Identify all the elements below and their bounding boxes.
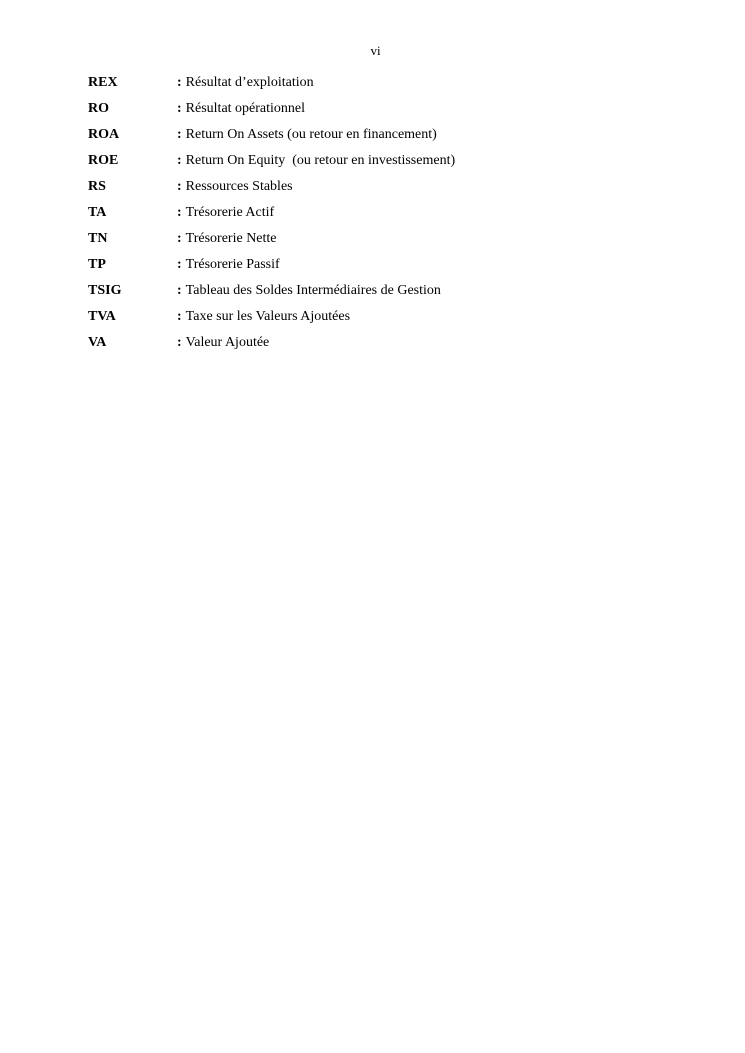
abbreviation: RS bbox=[88, 179, 106, 194]
separator: : bbox=[177, 179, 182, 194]
separator: : bbox=[177, 205, 182, 220]
separator: : bbox=[177, 127, 182, 142]
abbreviation: TN bbox=[88, 231, 108, 246]
definition: Return On Assets (ou retour en financement) bbox=[185, 127, 437, 142]
abbreviation: VA bbox=[88, 335, 107, 350]
abbreviation: TA bbox=[88, 205, 107, 220]
separator: : bbox=[177, 231, 182, 246]
separator: : bbox=[177, 101, 182, 116]
abbreviation: REX bbox=[88, 75, 118, 90]
definition: Tableau des Soldes Intermédiaires de Gestion bbox=[185, 283, 441, 298]
abbreviation-list bbox=[88, 75, 688, 361]
separator: : bbox=[177, 75, 182, 90]
abbreviation-entry bbox=[88, 309, 688, 335]
separator: : bbox=[177, 153, 182, 168]
definition: Trésorerie Nette bbox=[185, 231, 277, 246]
definition: Trésorerie Actif bbox=[185, 205, 275, 220]
abbreviation: ROA bbox=[88, 127, 120, 142]
abbreviation-entry bbox=[88, 335, 688, 361]
abbreviation: ROE bbox=[88, 153, 119, 168]
abbreviation-entry bbox=[88, 127, 688, 153]
separator: : bbox=[177, 283, 182, 298]
definition: Taxe sur les Valeurs Ajoutées bbox=[185, 309, 351, 324]
definition: Résultat opérationnel bbox=[185, 101, 306, 116]
abbreviation-entry bbox=[88, 231, 688, 257]
abbreviation: TP bbox=[88, 257, 106, 272]
definition: Return On Equity (ou retour en investissement) bbox=[185, 153, 456, 168]
definition: Trésorerie Passif bbox=[185, 257, 280, 272]
abbreviation: RO bbox=[88, 101, 109, 116]
definition: Ressources Stables bbox=[185, 179, 293, 194]
definition: Résultat d’exploitation bbox=[185, 75, 314, 90]
page-number: vi bbox=[370, 43, 381, 58]
abbreviation-entry bbox=[88, 101, 688, 127]
abbreviation-entry bbox=[88, 205, 688, 231]
abbreviation: TSIG bbox=[88, 283, 122, 298]
abbreviation-entry bbox=[88, 153, 688, 179]
abbreviation-entry bbox=[88, 75, 688, 101]
definition: Valeur Ajoutée bbox=[185, 335, 270, 350]
abbreviation-entry bbox=[88, 283, 688, 309]
abbreviation-entry bbox=[88, 179, 688, 205]
abbreviation: TVA bbox=[88, 309, 116, 324]
separator: : bbox=[177, 309, 182, 324]
separator: : bbox=[177, 335, 182, 350]
separator: : bbox=[177, 257, 182, 272]
abbreviation-entry bbox=[88, 257, 688, 283]
